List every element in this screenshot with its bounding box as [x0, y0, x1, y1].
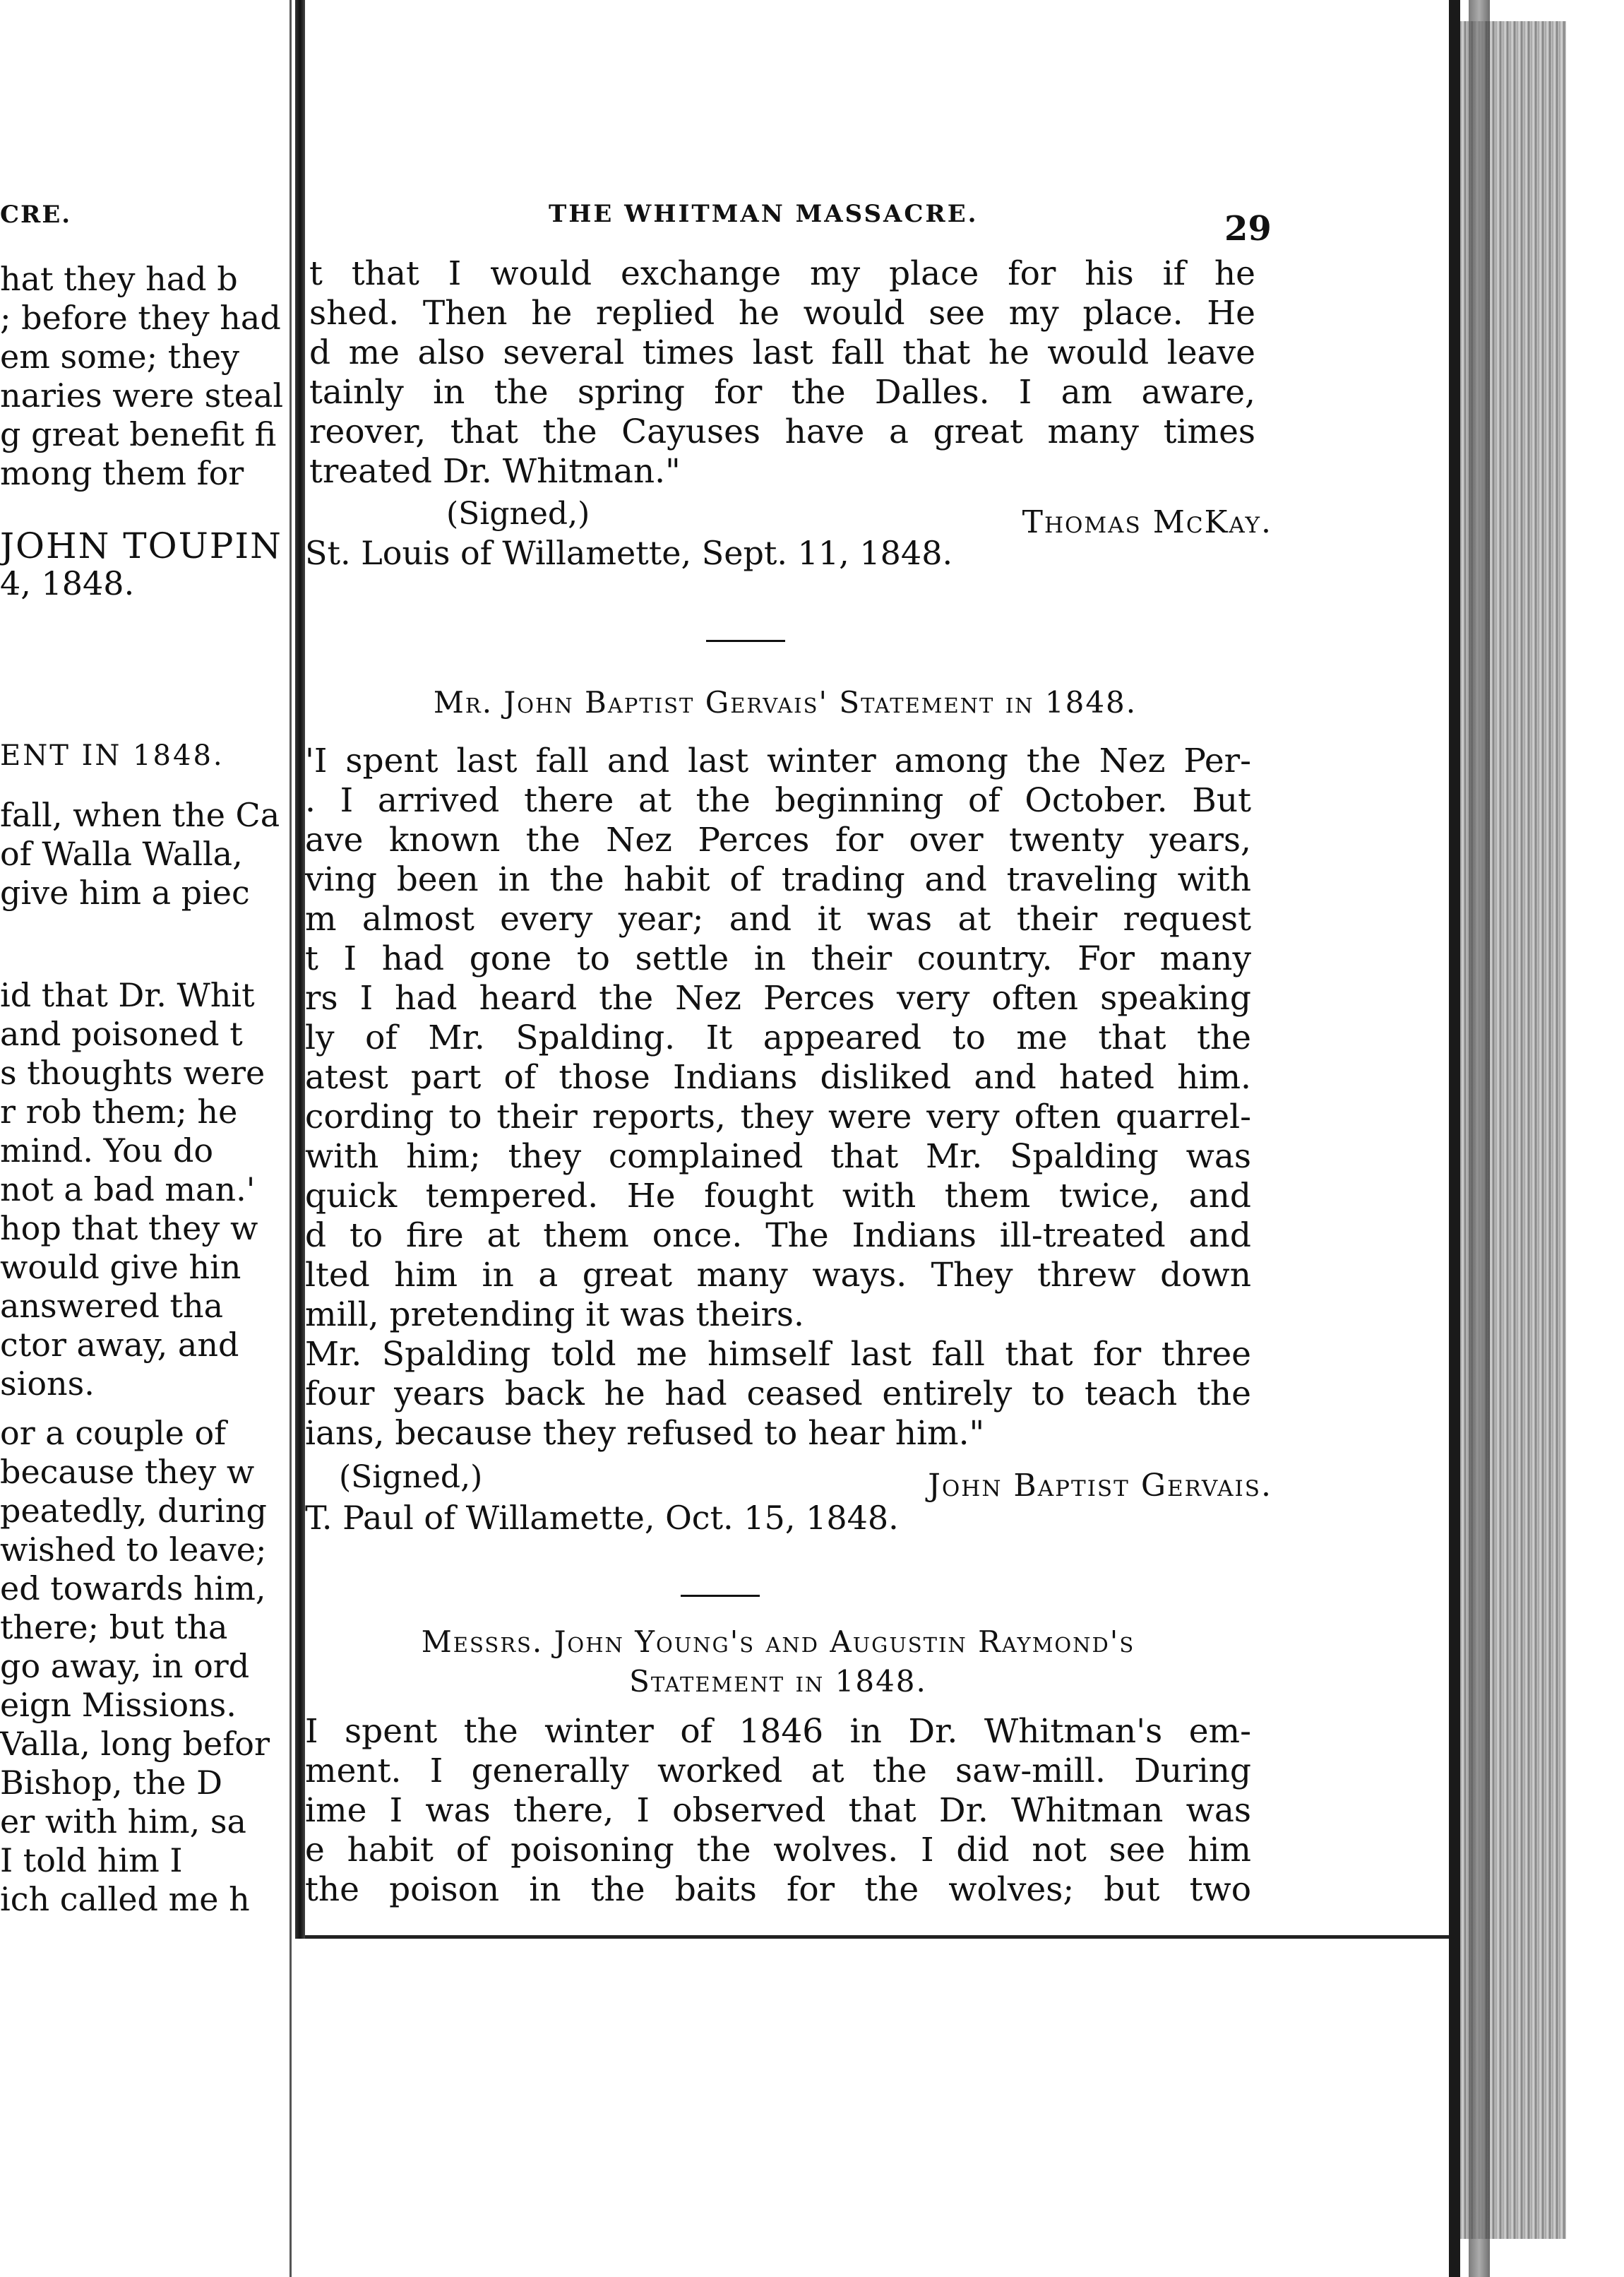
- scan-margin: [1566, 0, 1624, 2277]
- place-date: St. Louis of Willamette, Sept. 11, 1848.: [305, 534, 953, 572]
- young-raymond-statement: [305, 1712, 1251, 1910]
- signed-label: (Signed,): [339, 1459, 483, 1495]
- place-date: T. Paul of Willamette, Oct. 15, 1848.: [305, 1499, 899, 1537]
- left-text-line: would give hin: [0, 1248, 241, 1286]
- left-text-line: ; before they had: [0, 299, 281, 337]
- text-line: four years back he had ceased entirely to teach the: [305, 1374, 1251, 1413]
- left-facing-page: [0, 0, 295, 2277]
- text-line: I spent the winter of 1846 in Dr. Whitman's em-: [305, 1712, 1251, 1751]
- left-text-line: ENT IN 1848.: [0, 739, 225, 772]
- text-line: the poison in the baits for the wolves; but two: [305, 1870, 1251, 1909]
- left-text-line: Valla, long befor: [0, 1725, 270, 1763]
- left-text-line: g great benefit fi: [0, 415, 277, 453]
- text-line: t that I would exchange my place for his if he: [309, 254, 1255, 293]
- text-line: m almost every year; and it was at their request: [305, 900, 1251, 939]
- section-title-gervais: Mr. John Baptist Gervais' Statement in 1848.: [433, 685, 1138, 720]
- left-text-line: or a couple of: [0, 1414, 227, 1452]
- left-text-line: s thoughts were: [0, 1054, 265, 1092]
- left-text-line: hop that they w: [0, 1209, 258, 1247]
- running-head: THE WHITMAN MASSACRE.: [549, 200, 979, 228]
- text-line: treated Dr. Whitman.": [309, 452, 681, 491]
- text-line: shed. Then he replied he would see my place. He: [309, 294, 1255, 333]
- text-line: Mr. Spalding told me himself last fall that for three: [305, 1335, 1251, 1374]
- text-line: atest part of those Indians disliked and hated him.: [305, 1058, 1251, 1097]
- left-text-line: ich called me h: [0, 1880, 250, 1918]
- text-line: d me also several times last fall that he would leave: [309, 333, 1255, 372]
- left-text-line: 4, 1848.: [0, 564, 135, 602]
- left-text-line: of Walla Walla,: [0, 835, 243, 873]
- text-line: with him; they complained that Mr. Spalding was: [305, 1137, 1251, 1176]
- left-text-line: r rob them; he: [0, 1093, 238, 1131]
- text-line: rs I had heard the Nez Perces very often speaking: [305, 979, 1251, 1018]
- left-text-line: wished to leave;: [0, 1530, 267, 1569]
- right-page: [305, 0, 1449, 1939]
- left-text-line: and poisoned t: [0, 1015, 243, 1053]
- left-text-line: go away, in ord: [0, 1647, 250, 1685]
- left-text-line: mong them for: [0, 454, 244, 492]
- book-spine: [295, 0, 305, 2277]
- text-line: mill, pretending it was theirs.: [305, 1295, 804, 1334]
- opening-paragraph: [309, 254, 1255, 492]
- left-text-line: Bishop, the D: [0, 1764, 222, 1802]
- signatory-name: John Baptist Gervais.: [928, 1468, 1272, 1504]
- text-line: d to fire at them once. The Indians ill-treated and: [305, 1216, 1251, 1255]
- page-edge-shadow: [1449, 0, 1460, 2277]
- gervais-statement: [305, 742, 1251, 1453]
- left-text-line: ed towards him,: [0, 1569, 266, 1607]
- book-edge-shading: [1469, 0, 1490, 2277]
- left-text-line: because they w: [0, 1453, 255, 1491]
- left-text-line: er with him, sa: [0, 1802, 246, 1841]
- page-bottom-margin: [295, 1939, 1449, 2277]
- text-line: e habit of poisoning the wolves. I did not see him: [305, 1831, 1251, 1869]
- left-running-head: CRE.: [0, 201, 72, 229]
- text-line: ly of Mr. Spalding. It appeared to me that the: [305, 1018, 1251, 1057]
- text-line: 'I spent last fall and last winter among the Nez Per-: [305, 742, 1251, 780]
- left-page-text: [0, 0, 295, 2277]
- left-text-line: answered tha: [0, 1287, 224, 1325]
- text-line: quick tempered. He fought with them twice, and: [305, 1177, 1251, 1215]
- text-line: reover, that the Cayuses have a great many times: [309, 412, 1255, 451]
- text-line: t I had gone to settle in their country. For many: [305, 939, 1251, 978]
- left-text-line: fall, when the Ca: [0, 796, 280, 834]
- text-line: ime I was there, I observed that Dr. Whitman was: [305, 1791, 1251, 1830]
- left-text-line: id that Dr. Whit: [0, 976, 255, 1014]
- left-text-line: mind. You do: [0, 1131, 214, 1170]
- section-divider: [681, 1595, 760, 1597]
- left-text-line: em some; they: [0, 338, 240, 376]
- text-line: tainly in the spring for the Dalles. I am aware,: [309, 373, 1255, 412]
- signatory-name: Thomas McKay.: [1022, 504, 1272, 540]
- left-text-line: there; but tha: [0, 1608, 228, 1646]
- left-text-line: ctor away, and: [0, 1326, 239, 1364]
- section-divider: [706, 640, 785, 642]
- left-text-line: not a bad man.': [0, 1170, 256, 1208]
- signed-label: (Signed,): [446, 496, 590, 532]
- left-text-line: I told him I: [0, 1841, 183, 1879]
- left-text-line: eign Missions.: [0, 1686, 237, 1724]
- text-line: cording to their reports, they were very often quarrel-: [305, 1098, 1251, 1136]
- text-line: . I arrived there at the beginning of October. But: [305, 781, 1251, 820]
- page-number: 29: [1224, 209, 1272, 249]
- left-text-line: sions.: [0, 1365, 95, 1403]
- section-title-young-raymond: Messrs. John Young's and Augustin Raymond's: [421, 1624, 1135, 1659]
- section-subtitle-young-raymond: Statement in 1848.: [629, 1664, 927, 1699]
- left-text-line: peatedly, during: [0, 1492, 267, 1530]
- text-line: ave known the Nez Perces for over twenty years,: [305, 821, 1251, 860]
- left-text-line: naries were steal: [0, 376, 284, 415]
- text-line: ment. I generally worked at the saw-mill. During: [305, 1752, 1251, 1790]
- text-line: ving been in the habit of trading and traveling with: [305, 860, 1251, 899]
- left-text-line: hat they had b: [0, 260, 238, 298]
- gutter-line: [289, 0, 292, 2277]
- left-text-line: JOHN TOUPIN: [0, 525, 282, 566]
- text-line: ians, because they refused to hear him.": [305, 1414, 985, 1453]
- text-line: lted him in a great many ways. They threw down: [305, 1256, 1251, 1295]
- left-text-line: give him a piec: [0, 874, 250, 912]
